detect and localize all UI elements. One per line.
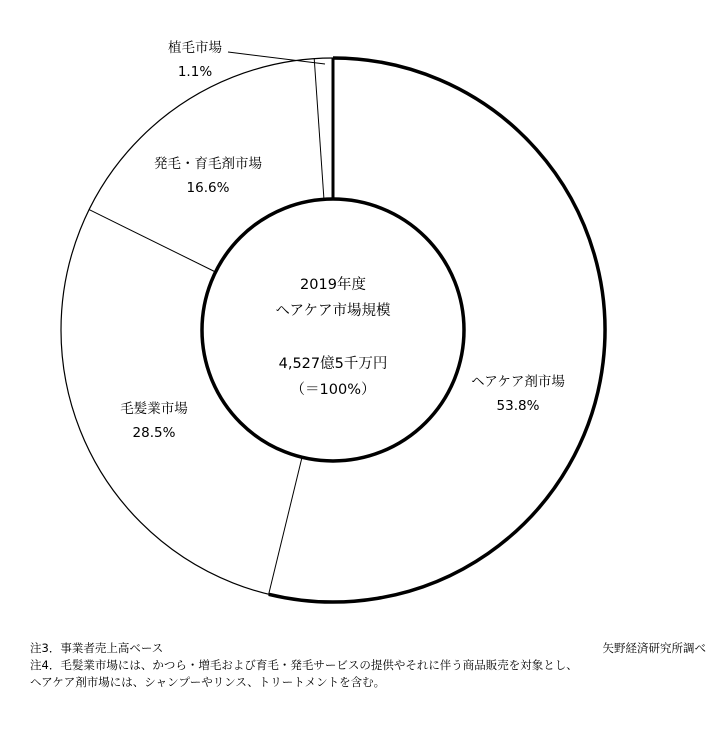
slice-divider (269, 457, 302, 594)
footnote-3: 注3．事業者売上高ベース (30, 641, 164, 655)
slice-label-hair-care: ヘアケア剤市場 (471, 374, 565, 390)
center-total: 4,527億5千万円 (278, 356, 388, 372)
source-credit: 矢野経済研究所調べ (602, 641, 706, 655)
slice-value-hair-transplant: 1.1% (177, 64, 213, 80)
footnote-4-cont: ヘアケア剤市場には、シャンプーやリンス、トリートメントを含む。 (30, 675, 386, 689)
slice-value-hair-business: 28.5% (132, 425, 176, 441)
center-total-pct: （＝100%） (290, 382, 376, 398)
slice-value-hair-growth: 16.6% (186, 180, 230, 196)
slice-divider (314, 59, 324, 200)
center-title-year: 2019年度 (300, 277, 366, 293)
inner-ring (202, 199, 464, 461)
leader-line-hair-transplant (228, 52, 325, 64)
slice-label-hair-transplant: 植毛市場 (168, 40, 222, 56)
center-title-market: ヘアケア市場規模 (275, 303, 391, 319)
slice-label-hair-business: 毛髪業市場 (120, 401, 188, 417)
slice-divider (89, 210, 215, 272)
footnote-4: 注4．毛髪業市場には、かつら・増毛および育毛・発毛サービスの提供やそれに伴う商品販売を対象とし、 (30, 658, 578, 672)
slice-label-hair-growth: 発毛・育毛剤市場 (154, 156, 262, 172)
slice-value-hair-care: 53.8% (496, 398, 540, 414)
footnotes (30, 640, 578, 691)
